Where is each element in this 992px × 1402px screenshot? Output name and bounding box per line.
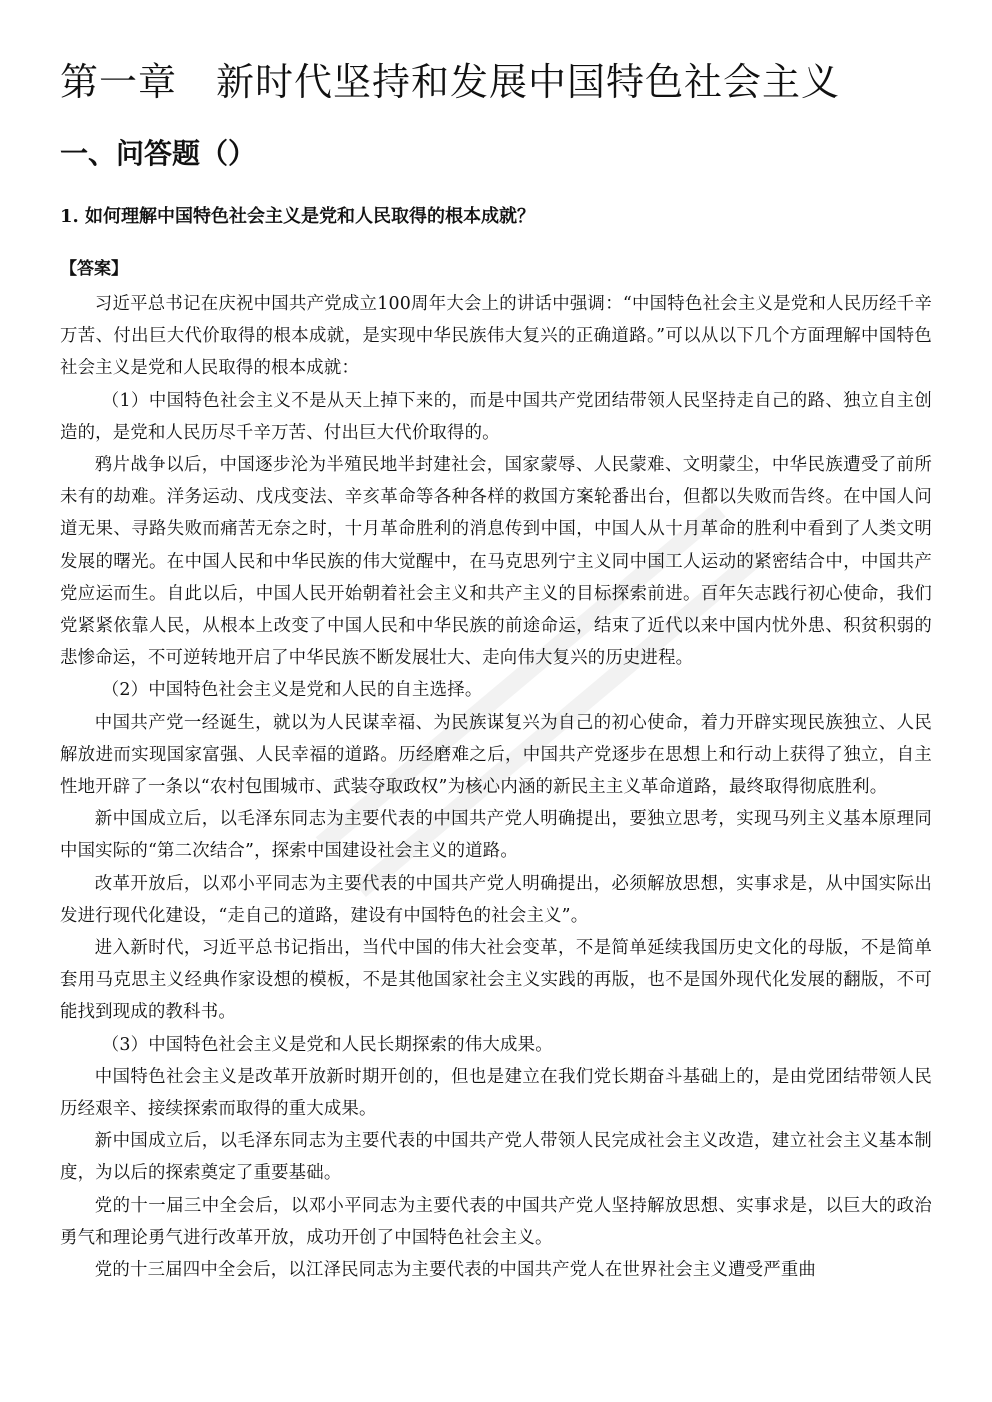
- paragraph: 中国共产党一经诞生，就以为人民谋幸福、为民族谋复兴为自己的初心使命，着力开辟实现民族独立、人民解放进而实现国家富强、人民幸福的道路。历经磨难之后，中国共产党逐步在思想上和行动上获得了独立，自主性地开辟了一条以“农村包围城市、武装夺取政权”为核心内涵的新民主主义革命道路，最终取得彻底胜利。: [60, 712, 932, 798]
- paragraph: 进入新时代，习近平总书记指出，当代中国的伟大社会变革，不是简单延续我国历史文化的母版，不是简单套用马克思主义经典作家设想的模板，不是其他国家社会主义实践的再版，也不是国外现代化发展的翻版，不可能找到现成的教科书。: [60, 938, 932, 1023]
- document-page: [60, 40, 932, 1286]
- paragraph: 党的十三届四中全会后，以江泽民同志为主要代表的中国共产党人在世界社会主义遭受严重曲: [94, 1260, 817, 1281]
- chapter-title: 第一章 新时代坚持和发展中国特色社会主义: [60, 60, 841, 104]
- paragraph: 改革开放后，以邓小平同志为主要代表的中国共产党人明确提出，必须解放思想，实事求是，从中国实际出发进行现代化建设，“走自己的道路，建设有中国特色的社会主义”。: [60, 873, 932, 926]
- paragraph: 党的十一届三中全会后，以邓小平同志为主要代表的中国共产党人坚持解放思想、实事求是，以巨大的政治勇气和理论勇气进行改革开放，成功开创了中国特色社会主义。: [60, 1195, 932, 1248]
- paragraph: 新中国成立后，以毛泽东同志为主要代表的中国共产党人带领人民完成社会主义改造，建立社会主义基本制度，为以后的探索奠定了重要基础。: [60, 1131, 932, 1184]
- answer-body: [60, 288, 932, 1286]
- paragraph: 新中国成立后，以毛泽东同志为主要代表的中国共产党人明确提出，要独立思考，实现马列主义基本原理同中国实际的“第二次结合”，探索中国建设社会主义的道路。: [60, 809, 932, 862]
- paragraph: （2）中国特色社会主义是党和人民的自主选择。: [101, 680, 483, 701]
- question-heading: 1. 如何理解中国特色社会主义是党和人民取得的根本成就？: [60, 206, 536, 227]
- paragraph: （3）中国特色社会主义是党和人民长期探索的伟大成果。: [101, 1034, 553, 1055]
- paragraph: 习近平总书记在庆祝中国共产党成立100周年大会上的讲话中强调：“中国特色社会主义是党和人民历经千辛万苦、付出巨大代价取得的根本成就，是实现中华民族伟大复兴的正确道路。”可以从以下几个方面理解中国特色社会主义是党和人民取得的根本成就：: [60, 294, 932, 379]
- section-title: 一、问答题（）: [60, 137, 257, 170]
- paragraph: 中国特色社会主义是改革开放新时期开创的，但也是建立在我们党长期奋斗基础上的，是由党团结带领人民历经艰辛、接续探索而取得的重大成果。: [60, 1066, 932, 1120]
- paragraph: （1）中国特色社会主义不是从天上掉下来的，而是中国共产党团结带领人民坚持走自己的路、独立自主创造的，是党和人民历尽千辛万苦、付出巨大代价取得的。: [60, 390, 932, 443]
- answer-label: 【答案】: [60, 259, 128, 279]
- paragraph: 鸦片战争以后，中国逐步沦为半殖民地半封建社会，国家蒙辱、人民蒙难、文明蒙尘，中华民族遭受了前所未有的劫难。洋务运动、戊戌变法、辛亥革命等各种各样的救国方案轮番出台，但都以失败而告终。在中国人问道无果、寻路失败而痛苦无奈之时，十月革命胜利的消息传到中国，中国人从十月革命的胜利中看到了人类文明发展的曙光。在中国人民和中华民族的伟大觉醒中，在马克思列宁主义同中国工人运动的紧密结合中，中国共产党应运而生。自此以后，中国人民开始朝着社会主义和共产主义的目标探索前进。百年矢志践行初心使命，我们党紧紧依靠人民，从根本上改变了中国人民和中华民族的前途命运，结束了近代以来中国内忧外患、积贫积弱的悲惨命运，不可逆转地开启了中华民族不断发展壮大、走向伟大复兴的历史进程。: [60, 455, 932, 669]
